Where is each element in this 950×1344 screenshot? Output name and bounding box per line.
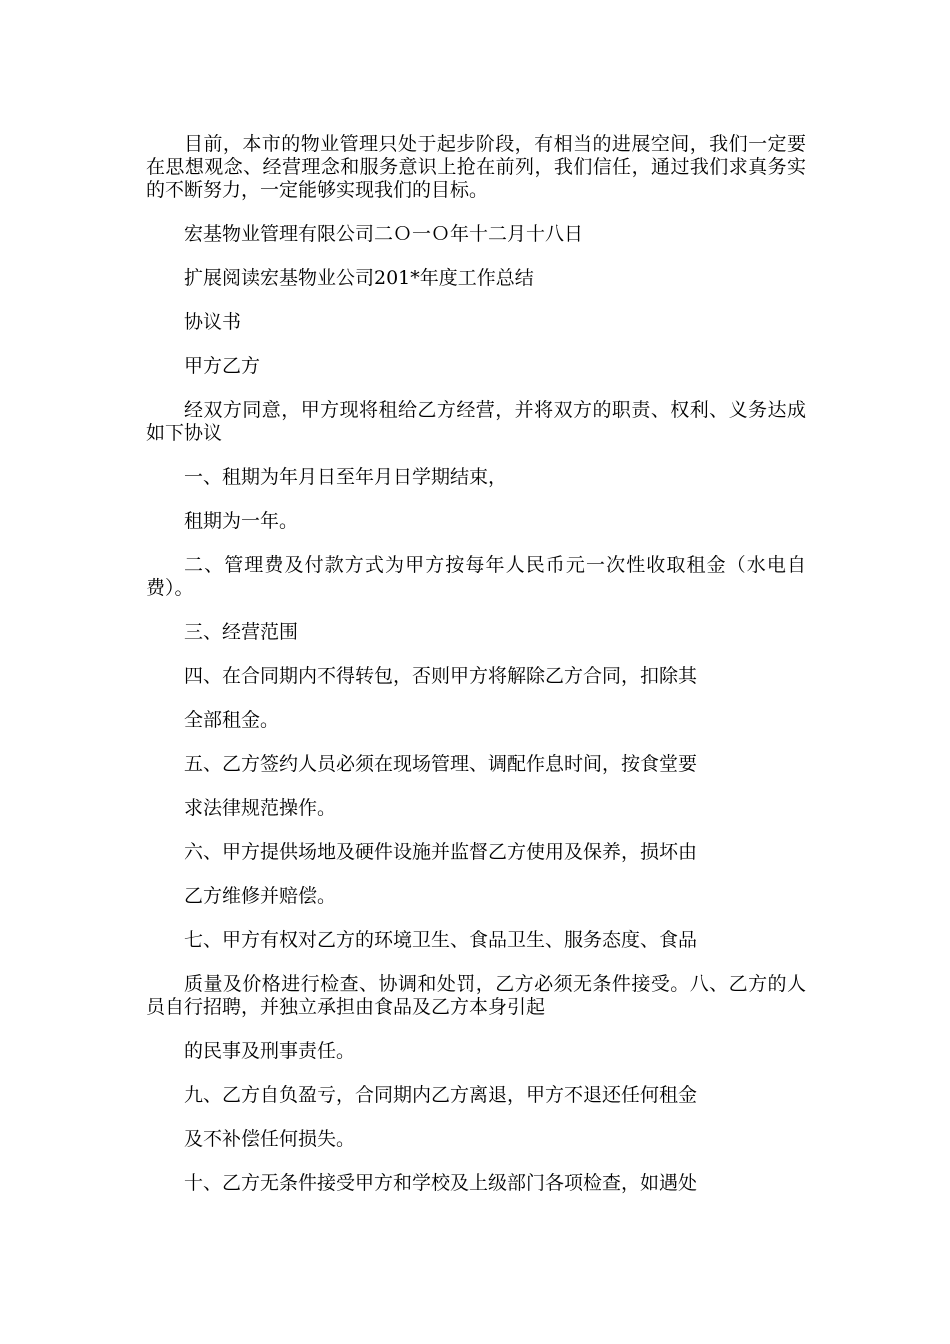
document-body (146, 133, 806, 1216)
paragraph-clause-10: 十、乙方无条件接受甲方和学校及上级部门各项检查，如遇处 (184, 1172, 698, 1194)
paragraph-clause-1-cont: 租期为一年。 (184, 510, 299, 532)
paragraph-clause-9-cont: 及不补偿任何损失。 (184, 1128, 356, 1150)
paragraph-clause-3: 三、经营范围 (184, 621, 299, 643)
paragraph-clause-9: 九、乙方自负盈亏，合同期内乙方离退，甲方不退还任何租金 (184, 1084, 698, 1106)
paragraph-clause-7: 七、甲方有权对乙方的环境卫生、食品卫生、服务态度、食品 (184, 929, 698, 951)
paragraph-clause-2: 二、管理费及付款方式为甲方按每年人民币元一次性收取租金（水电自费）。 (146, 554, 806, 599)
paragraph-agreement-preamble: 经双方同意，甲方现将租给乙方经营，并将双方的职责、权利、义务达成如下协议 (146, 399, 806, 444)
paragraph-agreement-title: 协议书 (184, 311, 242, 333)
paragraph-clause-5-cont: 求法律规范操作。 (184, 797, 337, 819)
paragraph-clause-6: 六、甲方提供场地及硬件设施并监督乙方使用及保养，损坏由 (184, 841, 698, 863)
paragraph-extended-reading: 扩展阅读宏基物业公司201*年度工作总结 (184, 267, 534, 289)
paragraph-clause-4: 四、在合同期内不得转包，否则甲方将解除乙方合同，扣除其 (184, 665, 698, 687)
paragraph-clause-8-cont: 的民事及刑事责任。 (184, 1040, 356, 1062)
paragraph-clause-4-cont: 全部租金。 (184, 709, 280, 731)
paragraph-clause-6-cont: 乙方维修并赔偿。 (184, 885, 337, 907)
paragraph-clause-5: 五、乙方签约人员必须在现场管理、调配作息时间，按食堂要 (184, 753, 698, 775)
paragraph-clause-1: 一、租期为年月日至年月日学期结束， (184, 466, 508, 488)
paragraph-parties: 甲方乙方 (184, 355, 261, 377)
paragraph-clause-7-8: 质量及价格进行检查、协调和处罚，乙方必须无条件接受。八、乙方的人员自行招聘，并独立承担由食品及乙方本身引起 (146, 973, 806, 1018)
paragraph-signature: 宏基物业管理有限公司二Ｏ一Ｏ年十二月十八日 (184, 223, 584, 245)
paragraph-intro: 目前，本市的物业管理只处于起步阶段，有相当的进展空间，我们一定要在思想观念、经营理念和服务意识上抢在前列，我们信任，通过我们求真务实的不断努力，一定能够实现我们的目标。 (146, 133, 806, 201)
